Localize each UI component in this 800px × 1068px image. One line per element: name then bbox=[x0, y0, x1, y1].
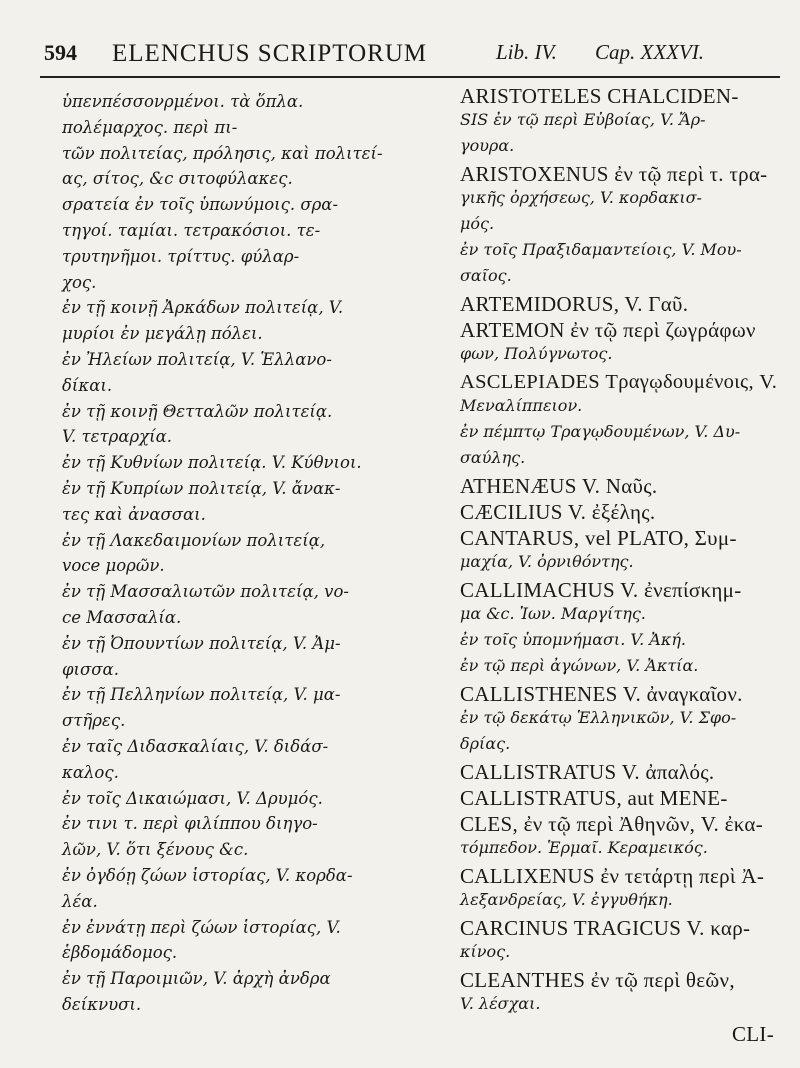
text-line: λεξανδρείας, V. ἐγγυθήκη. bbox=[460, 890, 673, 909]
text-line: τόμπεδον. Ἑρμαῖ. Κεραμεικός. bbox=[460, 838, 708, 857]
text-line: ἐν τῇ Πελληνίων πολιτείᾳ, V. μα- bbox=[62, 685, 341, 705]
text-line: ἐν ἐννάτῃ περὶ ζώων ἱστορίας, V. bbox=[62, 917, 341, 937]
text-line: φων, Πολύγνωτος. bbox=[460, 344, 613, 363]
text-line: τηγοί. ταμίαι. τετρακόσιοι. τε- bbox=[62, 221, 321, 240]
text-line: τες καὶ ἀνασσαι. bbox=[62, 504, 206, 524]
running-header bbox=[40, 32, 780, 72]
text-line: μός. bbox=[460, 214, 495, 233]
text-line: CALLISTRATUS V. ἀπαλός. bbox=[460, 760, 715, 784]
text-line: μα &c. Ἰων. Μαργίτης. bbox=[460, 604, 646, 623]
text-line: πολέμαρχος. περὶ πι- bbox=[62, 117, 238, 137]
text-line: ἐν τοῖς Πραξιδαμαντείοις, V. Μου- bbox=[460, 240, 742, 259]
text-line: ἐν τῇ κοινῇ Θετταλῶν πολιτείᾳ. bbox=[62, 401, 333, 421]
text-line: ἐν τῇ Κυθνίων πολιτείᾳ. V. Κύθνιοι. bbox=[62, 453, 362, 473]
text-line: μαχία, V. ὀρνιθόντης. bbox=[460, 552, 634, 571]
text-line: ἐν τῇ κοινῇ Ἀρκάδων πολιτείᾳ, V. bbox=[62, 298, 344, 318]
catchword: CLI- bbox=[732, 1022, 775, 1046]
text-line: V. τετραρχία. bbox=[62, 427, 173, 447]
text-line: CALLISTRATUS, aut MENE- bbox=[460, 786, 728, 810]
text-line: ce Μασσαλία. bbox=[62, 608, 182, 627]
text-line: CLEANTHES ἐν τῷ περὶ θεῶν, bbox=[460, 968, 735, 992]
text-line: CANTARUS, vel PLATO, Συμ- bbox=[460, 526, 737, 550]
text-line: ARISTOTELES CHALCIDEN- bbox=[460, 84, 739, 108]
text-line: ἐν ὀγδόῃ ζώων ἱστορίας, V. κορδα- bbox=[62, 866, 353, 885]
text-line: σρατεία ἐν τοῖς ὑπωνύμοις. σρα- bbox=[62, 195, 339, 215]
text-line: ἐν τῷ δεκάτῳ Ἑλληνικῶν, V. Σφο- bbox=[460, 708, 737, 727]
text-line: CÆCILIUS V. ἐξέλης. bbox=[460, 500, 656, 524]
text-line: φισσα. bbox=[62, 659, 119, 679]
text-line: voce μορῶν. bbox=[62, 556, 165, 576]
text-line: ἐν τινι τ. περὶ φιλίππου διηγο- bbox=[62, 814, 318, 834]
text-line: ὑπενπέσσονρμένοι. τὰ ὅπλα. bbox=[62, 92, 304, 111]
text-line: τῶν πολιτείας, πρόλησις, καὶ πολιτεί- bbox=[62, 143, 383, 163]
text-line: ἐν Ἠλείων πολιτείᾳ, V. Ἑλλανο- bbox=[62, 350, 332, 369]
text-line: ἑβδομάδομος. bbox=[62, 943, 178, 963]
text-line: ἐν τοῖς ὑπομνήμασι. V. Ἀκή. bbox=[460, 630, 687, 649]
text-line: γουρα. bbox=[460, 136, 515, 155]
text-line: CALLIXENUS ἐν τετάρτῃ περὶ Ἀ- bbox=[460, 864, 765, 888]
text-line: CALLISTHENES V. ἀναγκαῖον. bbox=[460, 682, 743, 706]
text-line: ἐν τῇ Παροιμιῶν, V. ἀρχὴ ἀνδρα bbox=[62, 969, 331, 989]
header-rule bbox=[40, 76, 780, 78]
text-line: ἐν τοῖς Δικαιώμασι, V. Δρυμός. bbox=[62, 788, 323, 808]
text-line: στῆρες. bbox=[62, 711, 126, 731]
text-line: καλος. bbox=[62, 762, 119, 782]
text-line: ἐν τῷ περὶ ἀγώνων, V. Ἀκτία. bbox=[460, 656, 699, 675]
text-line: ARISTOXENUS ἐν τῷ περὶ τ. τρα- bbox=[460, 162, 768, 186]
text-line: ἐν τῇ Μασσαλιωτῶν πολιτείᾳ, vo- bbox=[62, 582, 349, 602]
text-line: ἐν τῇ Λακεδαιμονίων πολιτείᾳ, bbox=[62, 530, 326, 550]
text-line: τρυτηνῆμοι. τρίττυς. φύλαρ- bbox=[62, 246, 300, 266]
text-line: ἐν πέμπτῳ Τραγῳδουμένων, V. Δυ- bbox=[460, 422, 741, 441]
text-line: SIS ἐν τῷ περὶ Εὐβοίας, V. Ἄρ- bbox=[460, 110, 706, 129]
text-line: ἐν ταῖς Διδασκαλίαις, V. διδάσ- bbox=[62, 737, 329, 756]
text-line: λέα. bbox=[62, 891, 98, 911]
text-line: ἐν τῇ Ὀπουντίων πολιτείᾳ, V. Ἀμ- bbox=[62, 633, 341, 653]
text-line: CALLIMACHUS V. ἐνεπίσκημ- bbox=[460, 578, 742, 602]
chapter-reference: Cap. XXXVI. bbox=[595, 40, 705, 64]
text-line: ARTEMON ἐν τῷ περὶ ζωγράφων bbox=[460, 318, 756, 342]
text-line: ASCLEPIADES Τραγῳδουμένοις, V. bbox=[460, 371, 778, 393]
text-line: CLES, ἐν τῷ περὶ Ἀθηνῶν, V. ἐκα- bbox=[460, 812, 764, 836]
text-line: δείκνυσι. bbox=[62, 995, 142, 1014]
text-line: σαῖος. bbox=[460, 266, 512, 285]
text-line: ἐν τῇ Κυπρίων πολιτείᾳ, V. ἄνακ- bbox=[62, 479, 341, 498]
text-line: ας, σίτος, &c σιτοφύλακες. bbox=[62, 169, 293, 189]
text-line: γικῆς ὀρχήσεως, V. κορδακισ- bbox=[460, 188, 702, 207]
text-line: λῶν, V. ὅτι ξένους &c. bbox=[62, 840, 249, 860]
text-line: μυρίοι ἐν μεγάλῃ πόλει. bbox=[62, 324, 263, 344]
running-title: ELENCHUS SCRIPTORUM bbox=[112, 40, 428, 67]
text-line: σαύλης. bbox=[460, 448, 526, 467]
text-line: ARTEMIDORUS, V. Γαῦ. bbox=[460, 292, 689, 316]
text-line: CARCINUS TRAGICUS V. καρ- bbox=[460, 916, 751, 940]
text-line: κίνος. bbox=[460, 942, 511, 961]
text-line: δίκαι. bbox=[62, 375, 113, 395]
text-line: Μεναλίππειον. bbox=[460, 396, 583, 415]
page-number: 594 bbox=[44, 40, 77, 65]
text-line: V. λέσχαι. bbox=[460, 994, 541, 1013]
text-line: δρίας. bbox=[460, 734, 511, 753]
book-reference: Lib. IV. bbox=[496, 40, 557, 64]
text-line: χος. bbox=[62, 272, 97, 292]
text-line: ATHENÆUS V. Ναῦς. bbox=[460, 474, 658, 498]
